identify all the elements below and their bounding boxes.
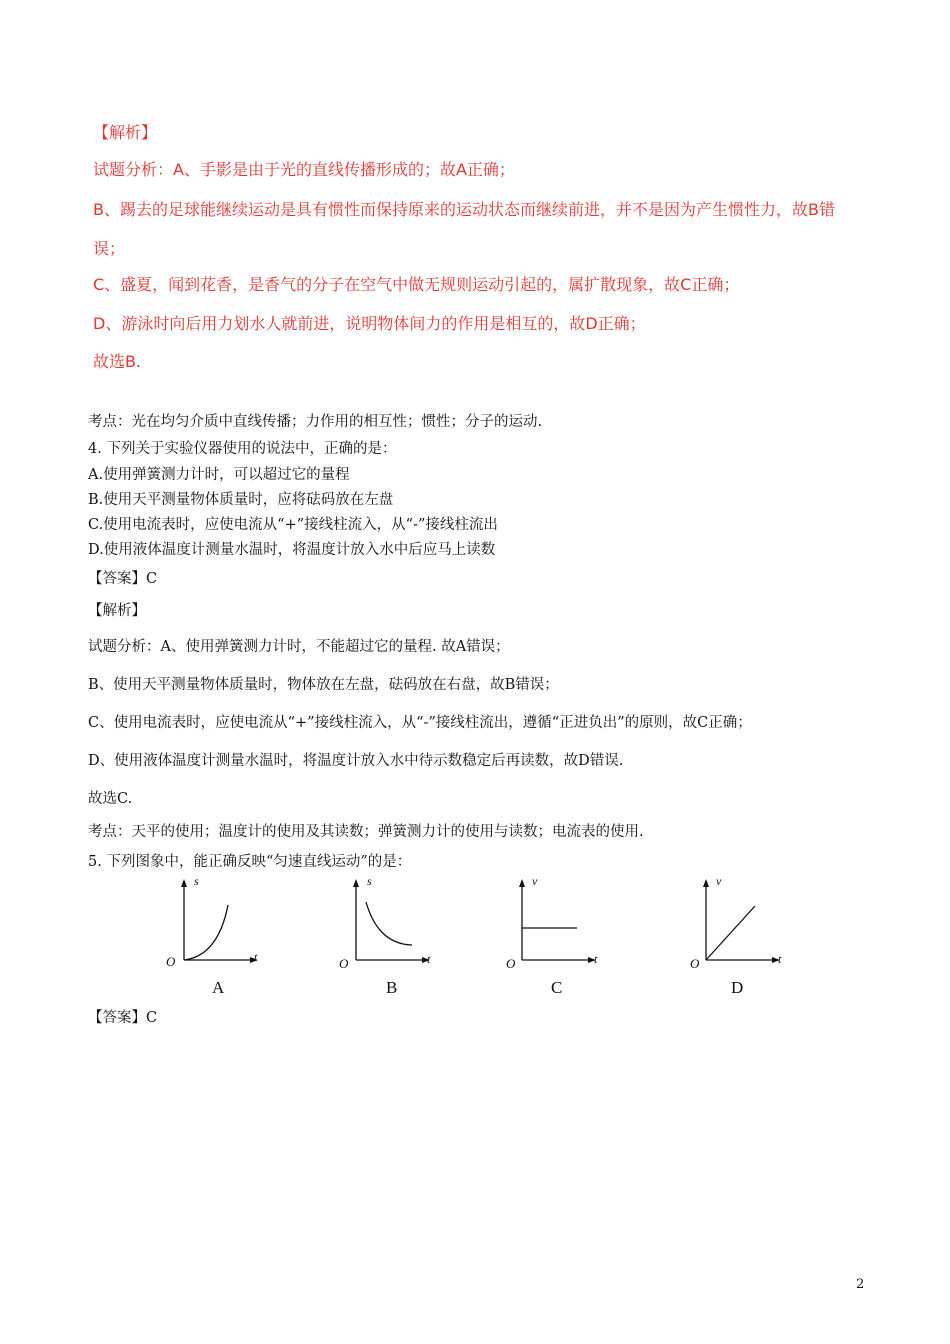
q4-option-c: C.使用电流表时，应使电流从“+”接线柱流入，从“-”接线柱流出 [88, 517, 498, 533]
graph-b-origin: O [339, 956, 349, 971]
q4-analysis-heading: 【解析】 [88, 603, 146, 619]
q4-option-b: B.使用天平测量物体质量时，应将砝码放在左盘 [88, 492, 394, 508]
graph-c-origin: O [506, 956, 516, 971]
graph-d-origin: O [690, 956, 700, 971]
graph-c [502, 872, 612, 997]
analysis-line-a: 试题分析：A、手影是由于光的直线传播形成的；故A正确； [93, 160, 515, 179]
kaodian-4: 考点：天平的使用；温度计的使用及其读数；弹簧测力计的使用与读数；电流表的使用. [88, 824, 644, 840]
analysis-line-b: B、踢去的足球能继续运动是具有惯性而保持原来的运动状态而继续前进，并不是因为产生惯性力，故B错 [93, 200, 835, 219]
q4-answer: 【答案】C [88, 571, 158, 587]
q4-analysis-a: 试题分析：A、使用弹簧测力计时，不能超过它的量程. 故A错误； [88, 639, 510, 655]
graph-d-label: D [731, 978, 744, 997]
graph-c-y-label: v [532, 874, 538, 888]
graph-a-x-label: t [254, 950, 258, 964]
q4-conclusion: 故选C. [88, 791, 133, 807]
analysis-heading: 【解析】 [93, 123, 158, 142]
graph-d-x-label: t [778, 952, 782, 966]
analysis-line-c: C、盛夏，闻到花香，是香气的分子在空气中做无规则运动引起的，属扩散现象，故C正确； [93, 275, 740, 294]
q4-option-a: A.使用弹簧测力计时，可以超过它的量程 [88, 467, 350, 483]
analysis-conclusion: 故选B. [93, 352, 142, 371]
graph-a-label: A [212, 978, 225, 997]
graph-a-y-label: s [194, 874, 199, 888]
graph-a-origin: O [166, 954, 176, 969]
graph-b [334, 872, 444, 997]
question-4: 4. 下列关于实验仪器使用的说法中，正确的是： [88, 441, 397, 457]
q5-answer: 【答案】C [88, 1010, 158, 1026]
graph-d-y-label: v [716, 874, 722, 888]
graph-d [686, 872, 796, 997]
graph-b-label: B [386, 978, 398, 997]
kaodian-3: 考点：光在均匀介质中直线传播；力作用的相互性；惯性；分子的运动. [88, 414, 543, 430]
graph-b-y-label: s [367, 874, 372, 888]
graph-c-label: C [551, 978, 563, 997]
q4-option-d: D.使用液体温度计测量水温时，将温度计放入水中后应马上读数 [88, 542, 496, 558]
q4-analysis-d: D、使用液体温度计测量水温时，将温度计放入水中待示数稳定后再读数，故D错误. [88, 753, 624, 769]
graph-a [160, 872, 270, 997]
page-number: 2 [856, 1277, 865, 1292]
graph-b-x-label: t [427, 952, 431, 966]
graph-c-x-label: t [594, 952, 598, 966]
q4-analysis-c: C、使用电流表时，应使电流从“+”接线柱流入，从“-”接线柱流出，遵循“正进负出”的原则，故C正确； [88, 715, 752, 731]
q4-analysis-b: B、使用天平测量物体质量时，物体放在左盘，砝码放在右盘，故B错误； [88, 677, 559, 693]
analysis-line-b-cont: 误； [93, 239, 126, 258]
analysis-line-d: D、游泳时向后用力划水人就前进，说明物体间力的作用是相互的，故D正确； [93, 314, 646, 333]
question-5: 5. 下列图象中，能正确反映“匀速直线运动”的是： [88, 854, 412, 870]
